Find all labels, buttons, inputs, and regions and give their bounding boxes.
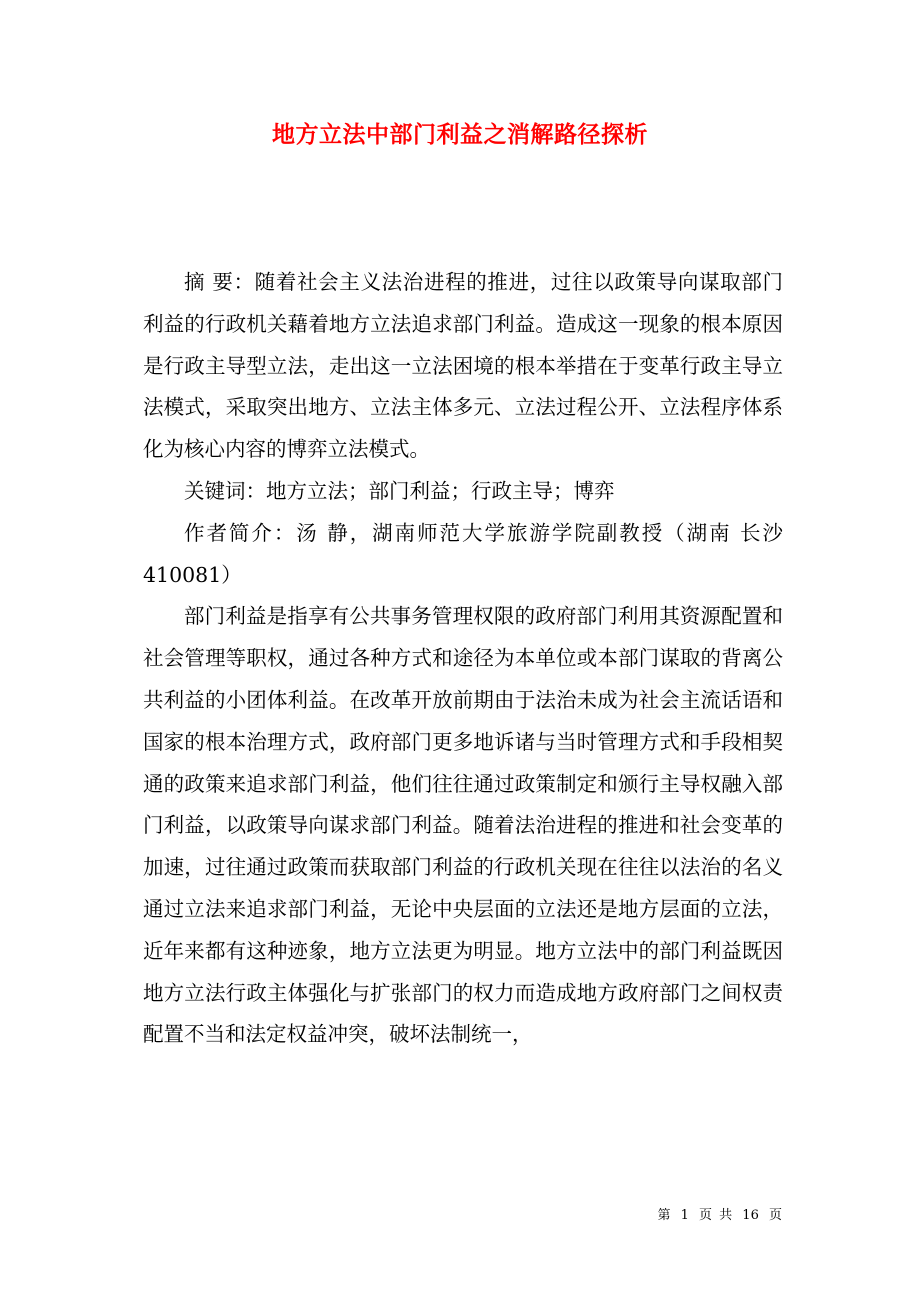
document-body — [143, 262, 783, 1056]
abstract-paragraph: 摘 要：随着社会主义法治进程的推进，过往以政策导向谋取部门利益的行政机关藉着地方立法追求部门利益。造成这一现象的根本原因是行政主导型立法，走出这一立法困境的根本举措在于变革行政主导立法模式，采取突出地方、立法主体多元、立法过程公开、立法程序体系化为核心内容的博弈立法模式。 — [143, 270, 783, 462]
document-title: 地方立法中部门利益之消解路径探析 — [272, 121, 648, 148]
author-paragraph: 作者简介：汤 静，湖南师范大学旅游学院副教授（湖南 长沙 410081） — [143, 520, 783, 587]
keywords-paragraph: 关键词：地方立法；部门利益；行政主导；博弈 — [184, 478, 615, 503]
page-footer — [657, 1206, 782, 1226]
page-prefix: 第 — [657, 1208, 671, 1223]
page-suffix: 页 — [768, 1208, 782, 1223]
body-paragraph: 部门利益是指享有公共事务管理权限的政府部门利用其资源配置和社会管理等职权，通过各种方式和途径为本单位或本部门谋取的背离公共利益的小团体利益。在改革开放前期由于法治未成为社会主流话语和国家的根本治理方式，政府部门更多地诉诸与当时管理方式和手段相契通的政策来追求部门利益，他们往往通过政策制定和颁行主导权融入部门利益，以政策导向谋求部门利益。随着法治进程的推进和社会变革的加速，过往通过政策而获取部门利益的行政机关现在往往以法治的名义通过立法来追求部门利益，无论中央层面的立法还是地方层面的立法，近年来都有这种迹象，地方立法更为明显。地方立法中的部门利益既因地方立法行政主体强化与扩张部门的权力而造成地方政府部门之间权责配置不当和法定权益冲突，破坏法制统一， — [143, 604, 783, 1047]
page-middle: 页 共 — [699, 1208, 733, 1223]
page-total: 16 — [742, 1208, 759, 1223]
page-number: 1 — [680, 1208, 689, 1223]
